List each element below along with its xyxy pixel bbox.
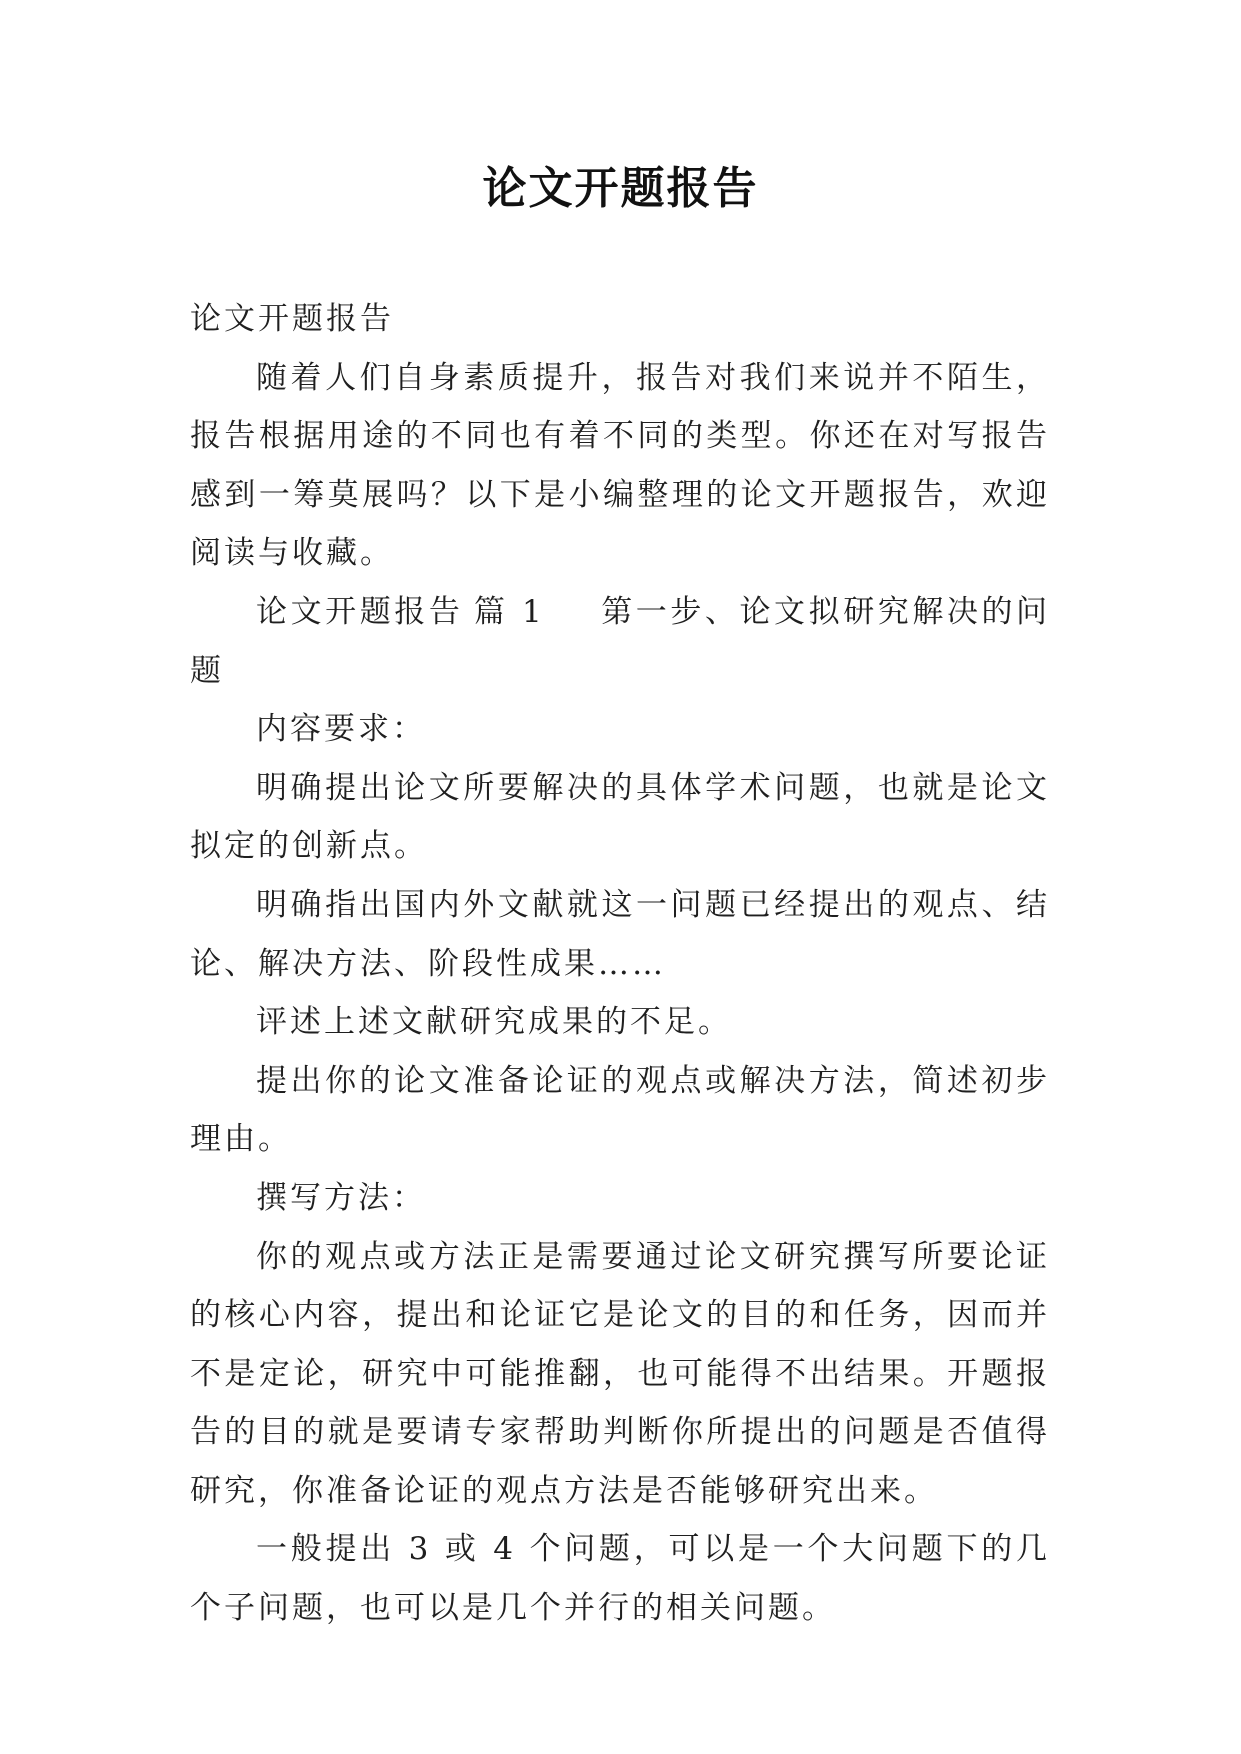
paragraph-proposal: 提出你的论文准备论证的观点或解决方法，简述初步理由。 xyxy=(190,1062,1050,1158)
paragraph-literature: 明确指出国内外文献就这一问题已经提出的观点、结论、解决方法、阶段性成果…… xyxy=(190,886,1050,982)
intro-paragraph: 随着人们自身素质提升，报告对我们来说并不陌生，报告根据用途的不同也有着不同的类型。你还在对写报告感到一筹莫展吗？以下是小编整理的论文开题报告，欢迎阅读与收藏。 xyxy=(190,359,1050,572)
section-line xyxy=(190,583,1050,700)
intro-heading: 论文开题报告 xyxy=(190,301,394,337)
section-part: 篇 1 xyxy=(473,593,545,630)
document-title: 论文开题报告 xyxy=(482,163,759,214)
paragraph-method: 你的观点或方法正是需要通过论文研究撰写所要论证的核心内容，提出和论证它是论文的目的和任务，因而并不是定论，研究中可能推翻，也可能得不出结果。开题报告的目的就是要请专家帮助判断你所提出的问题是否值得研究，你准备论证的观点方法是否能够研究出来。 xyxy=(190,1238,1050,1509)
section-heading: 第一步、论文拟研究解决的问题 xyxy=(190,593,1051,689)
section-label: 论文开题报告 xyxy=(256,593,464,630)
content-requirements-label: 内容要求： xyxy=(256,711,426,748)
paragraph-review: 评述上述文献研究成果的不足。 xyxy=(256,1004,732,1041)
paragraph-questions: 一般提出 3 或 4 个问题，可以是一个大问题下的几个子问题，也可以是几个并行的相关问题。 xyxy=(190,1531,1050,1627)
writing-method-label: 撰写方法： xyxy=(256,1179,426,1216)
paragraph-problem: 明确提出论文所要解决的具体学术问题，也就是论文拟定的创新点。 xyxy=(190,769,1050,865)
document-body xyxy=(190,290,1050,1638)
